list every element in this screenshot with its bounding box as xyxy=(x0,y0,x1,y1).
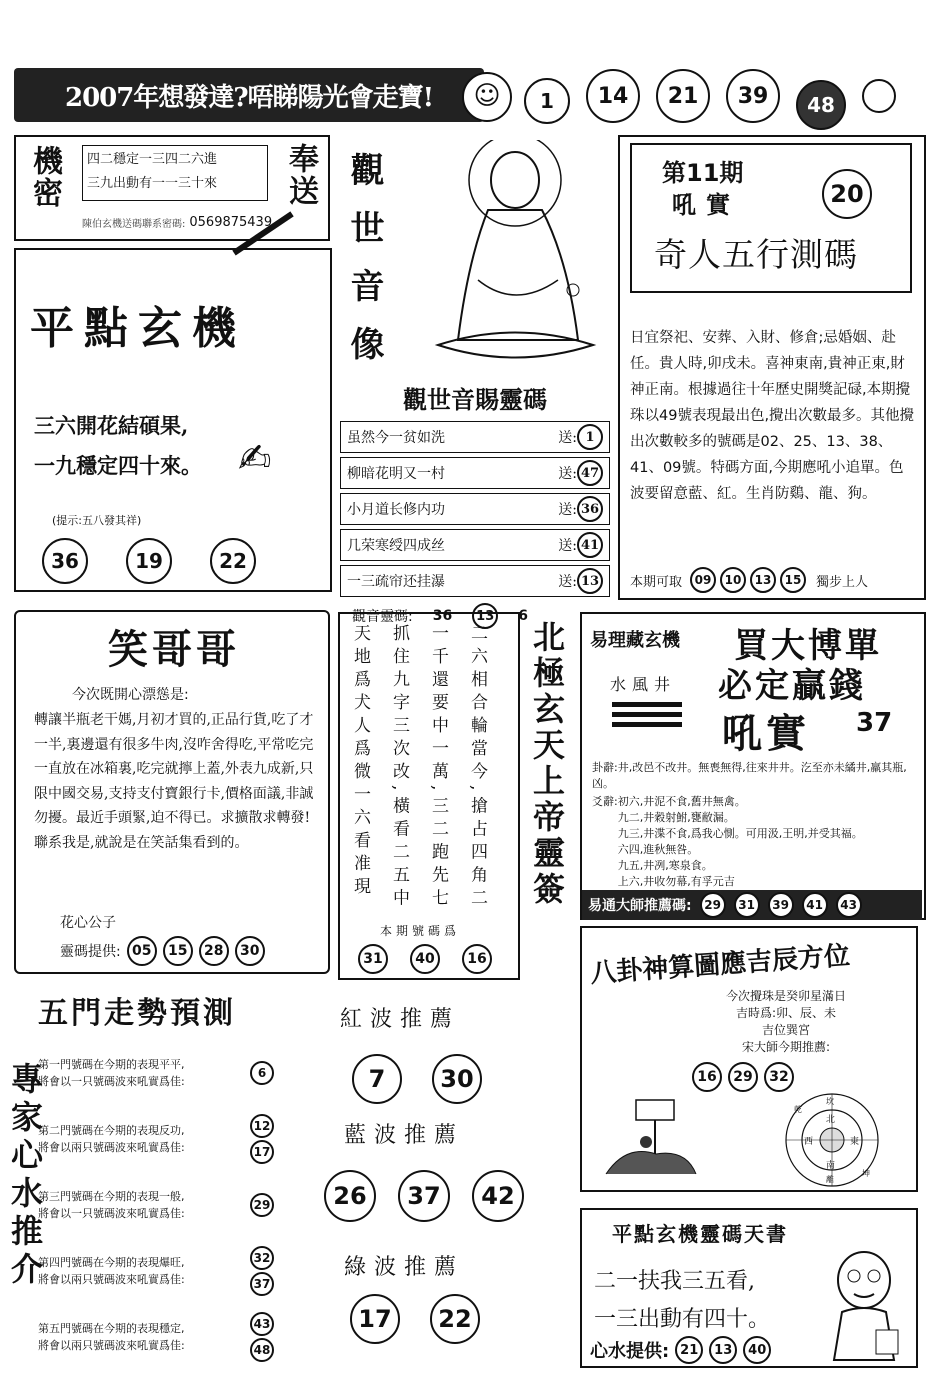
yili-slogan1: 買大博單 xyxy=(734,626,882,666)
lingma-row-num: 41 xyxy=(577,532,603,558)
wheel-label: 坎 xyxy=(826,1097,834,1106)
xiaogege-provide-label: 靈碼提供: xyxy=(60,944,121,960)
qiren-footer-tail: 獨步上人 xyxy=(816,574,869,590)
poem-ball: 36 xyxy=(42,538,88,584)
lingma-panel xyxy=(340,380,610,625)
lingma-title: 觀世音賜靈碼 xyxy=(403,385,547,414)
blue-wave-label: 藍波推薦 xyxy=(344,1123,465,1148)
lingma-row-num: 36 xyxy=(577,496,603,522)
qiren-footer-ball: 13 xyxy=(750,567,776,593)
poem-grid-balls xyxy=(358,944,492,974)
qiren-issue: 第11期 xyxy=(662,159,744,187)
blue-wave-ball: 42 xyxy=(472,1170,524,1222)
wumen-item-line1: 第二門號碼在今期的表現反功, xyxy=(38,1124,185,1137)
qiren-title: 奇人五行測碼 xyxy=(654,235,858,274)
wumen-item xyxy=(38,1040,274,1106)
qiren-hou-num: 20 xyxy=(822,169,872,219)
banner-balls xyxy=(524,60,924,132)
poem-col: 一千還要中一萬,三二跑先七 xyxy=(428,624,448,912)
lingma-row-text: 柳暗花明又一村 xyxy=(347,466,445,482)
poem-grid-columns xyxy=(348,624,490,924)
qiren-body: 日宜祭祀、安葬、入財、修倉;忌婚姻、赴任。貴人時,卯戌未。喜神東南,貴神正東,財神正南。根據過往十年歷史開獎記碌,本期攪珠以49號表現最出色,攪出次數最多。其他攪出次數較多的號碼是02、25、13、38、41、09號。特碼方面,今期應吼小追單。色波要留意藍、紅。生肖防鷄、龍、狗。 xyxy=(630,330,915,502)
yili-master-strip xyxy=(582,890,922,920)
smiley-icon: ☺ xyxy=(462,72,512,122)
yili-master-ball: 41 xyxy=(802,892,828,918)
lingma-row xyxy=(340,529,610,561)
yili-yao-ci-line: 上六,井收勿幕,有孚元吉 xyxy=(617,875,735,888)
qiren-box xyxy=(618,135,926,600)
poem-col: 天地爲犬人爲微一六看准現 xyxy=(350,624,370,900)
poem-ball: 22 xyxy=(210,538,256,584)
red-wave-balls xyxy=(352,1054,482,1104)
yili-slogan2: 必定贏錢 xyxy=(718,666,866,706)
wumen-item xyxy=(38,1172,274,1238)
lingma-row-send: 送: xyxy=(558,538,577,554)
poem-grid-ball: 40 xyxy=(410,944,440,974)
lingma-bottom-ball: 13 xyxy=(709,1336,737,1364)
yili-yao-ci-line: 九五,井冽,寒泉食。 xyxy=(617,859,713,872)
yili-gua-name: 水風井 xyxy=(610,675,677,694)
wheel-label: 乾 xyxy=(794,1105,802,1114)
jimi-contact-label: 陳伯玄機送碼聯系密碼: xyxy=(82,219,186,230)
top-banner xyxy=(14,60,926,132)
yili-yao-ci-label: 爻辭: xyxy=(592,795,618,808)
yili-yao-ci-line: 九二,井穀射鮒,甕敝漏。 xyxy=(617,811,735,824)
bagua-line4: 宋大師今期推薦: xyxy=(741,1040,831,1054)
banner-ball: 1 xyxy=(524,78,570,124)
wumen-num: 37 xyxy=(250,1272,274,1296)
xiaogege-num: 15 xyxy=(163,936,193,966)
lingma-footer-label: 觀音靈碼: xyxy=(352,609,413,625)
banner-ball: 48 xyxy=(796,80,846,130)
wumen-item-line1: 第五門號碼在今期的表現穩定, xyxy=(38,1322,185,1335)
xiaogege-num: 30 xyxy=(235,936,265,966)
bagua-line1: 今次攪珠是癸卯星滿日 xyxy=(725,989,846,1003)
wumen-num: 29 xyxy=(250,1193,274,1217)
red-wave-label: 紅波推薦 xyxy=(340,1007,461,1032)
yili-yao-ci-block xyxy=(592,794,912,890)
bagua-line2: 吉時爲:卯、辰、未 xyxy=(735,1006,837,1020)
jimi-text-frame xyxy=(82,145,268,201)
lingma-row-num: 47 xyxy=(577,460,603,486)
bagua-info xyxy=(676,988,896,1056)
wumen-num: 48 xyxy=(250,1338,274,1362)
yili-master-label: 易通大師推薦碼: xyxy=(588,898,692,914)
lingma-row-num: 13 xyxy=(577,568,603,594)
bagua-wheel-icon xyxy=(776,1090,888,1190)
yili-box xyxy=(580,612,926,920)
wumen-item xyxy=(38,1304,274,1370)
wumen-item-line2: 將會以一只號碼波來吼實爲佳: xyxy=(38,1207,185,1220)
lingma-bottom-provide xyxy=(590,1336,771,1364)
jimi-contact xyxy=(82,215,272,230)
lingma-row-text: 几荣寒绶四成丝 xyxy=(347,538,445,554)
lingma-bottom-ball: 21 xyxy=(675,1336,703,1364)
qiren-footer-ball: 15 xyxy=(780,567,806,593)
lingma-row xyxy=(340,493,610,525)
lingma-bottom-title: 平點玄機靈碼天書 xyxy=(612,1222,788,1246)
green-wave-ball: 22 xyxy=(430,1294,480,1344)
poem-line1: 三六開花結碩果, xyxy=(34,413,189,438)
lingma-row-send: 送: xyxy=(558,502,577,518)
lingma-row-send: 送: xyxy=(558,430,577,446)
old-man-cartoon-icon xyxy=(818,1250,910,1362)
jimi-line1: 四二穩定一三四二六進 xyxy=(87,152,218,167)
banner-ball: 21 xyxy=(656,69,710,123)
banner-ball: 39 xyxy=(726,69,780,123)
red-wave-ball: 7 xyxy=(352,1054,402,1104)
poem-line2: 一九穩定四十來。 xyxy=(34,453,202,478)
xiaogege-lead: 今次既開心漂慫是: xyxy=(72,687,189,703)
qiren-footer xyxy=(630,567,868,593)
lingma-footer-num: 36 xyxy=(432,608,453,624)
bagua-ball: 32 xyxy=(764,1062,794,1092)
poem-grid-ball: 31 xyxy=(358,944,388,974)
bagua-ball: 16 xyxy=(692,1062,722,1092)
yili-master-ball: 31 xyxy=(734,892,760,918)
lingma-bottom-provide-label: 心水提供: xyxy=(590,1341,670,1362)
wumen-item-line2: 將會以一只號碼波來吼實爲佳: xyxy=(38,1075,185,1088)
banner-empty-ring xyxy=(862,79,896,113)
lingma-bottom-line2: 一三出動有四十。 xyxy=(594,1307,771,1332)
banner-title-strip xyxy=(14,68,484,122)
wheel-label: 坤 xyxy=(862,1169,870,1178)
wumen-num: 17 xyxy=(250,1140,274,1164)
bagua-line3: 吉位巽宮 xyxy=(761,1023,810,1037)
wheel-label: 南 xyxy=(826,1161,836,1171)
blue-wave-balls xyxy=(324,1170,524,1222)
lingma-row-send: 送: xyxy=(558,574,577,590)
wumen-item-line2: 將會以兩只號碼波來吼實爲佳: xyxy=(38,1339,185,1352)
bagua-box xyxy=(580,926,918,1192)
rider-figure-icon xyxy=(596,1094,706,1184)
lingma-footer-num: 13 xyxy=(472,603,498,629)
lingma-row xyxy=(340,421,610,453)
gua-symbol-icon xyxy=(612,702,682,742)
poem-col: 抓住九字三次改,橫看二五中 xyxy=(389,624,409,912)
xiaogege-num: 05 xyxy=(127,936,157,966)
wumen-list xyxy=(38,1040,274,1370)
wumen-num: 43 xyxy=(250,1312,274,1336)
qiren-hou-label: 吼實 xyxy=(672,191,740,219)
poem-grid-box xyxy=(338,612,520,980)
wumen-item-line1: 第三門號碼在今期的表現一般, xyxy=(38,1190,185,1203)
qiren-footer-label: 本期可取 xyxy=(630,574,683,590)
yili-master-ball: 39 xyxy=(768,892,794,918)
poem-hint: (提示:五八發其祥) xyxy=(52,514,142,527)
brush-title: 平點玄機 xyxy=(30,303,246,354)
beiji-vertical-title: 北極玄天上帝靈簽 xyxy=(528,620,566,908)
yili-label: 易理藏玄機 xyxy=(590,630,680,651)
wumen-item-line2: 將會以兩只號碼波來吼實爲佳: xyxy=(38,1141,185,1154)
jimi-right-label: 奉送 xyxy=(283,143,318,207)
lingma-row-num: 1 xyxy=(577,424,603,450)
green-wave-balls xyxy=(350,1294,480,1344)
poem-grid-footer: 本期號碼爲 xyxy=(380,924,461,938)
poem-col: 二六相合輪當今,搶占四角二 xyxy=(467,624,487,912)
jimi-box xyxy=(14,135,330,241)
yili-hou-label: 吼實 xyxy=(722,710,810,757)
bagua-title: 八卦神算圖應吉辰方位 xyxy=(589,940,851,990)
lingma-bottom-line1: 二一扶我三五看, xyxy=(594,1269,755,1294)
xiaogege-box xyxy=(14,610,330,974)
banner-ball: 14 xyxy=(586,69,640,123)
yili-gua-ci: 卦辭:井,改邑不改井。無喪無得,往來井井。汔至亦未繘井,羸其瓶,凶。 xyxy=(592,761,907,790)
yili-master-ball: 43 xyxy=(836,892,862,918)
jimi-left-label: 機密 xyxy=(27,145,62,209)
lingma-row-text: 虽然今一贫如洗 xyxy=(347,430,445,446)
wumen-num: 32 xyxy=(250,1246,274,1270)
xiaogege-body: 轉讓半瓶老干媽,月初才買的,正品行貨,吃了才一半,裏邊還有很多牛肉,沒咋舍得吃,平常吃完一直放在冰箱裏,吃完就擰上蓋,外表九成新,只限中國交易,支持支付寶銀行卡,價格面議,非誠勿擾。最近手頭緊,迫不得已。求擴散求轉發!聯系我是,就說是在笑話集看到的。 xyxy=(34,712,314,851)
yili-yao-ci-line: 六四,進秋無咎。 xyxy=(617,843,699,856)
left-poem-box xyxy=(14,248,332,592)
blue-wave-ball: 37 xyxy=(398,1170,450,1222)
wheel-label: 西 xyxy=(804,1137,814,1147)
green-wave-label: 綠波推薦 xyxy=(344,1255,465,1280)
xiaogege-provide xyxy=(60,936,265,966)
lingma-footer-num: 6 xyxy=(518,608,528,624)
wumen-item xyxy=(38,1238,274,1304)
poem-balls xyxy=(42,538,256,584)
wumen-item-line1: 第一門號碼在今期的表現平平, xyxy=(38,1058,185,1071)
banner-title: 2007年想發達?唔睇陽光會走寶! xyxy=(64,82,433,113)
jimi-phone: 0569875439 xyxy=(189,215,273,230)
xiaogege-num: 28 xyxy=(199,936,229,966)
yili-yao-ci-line: 初六,井泥不食,舊井無禽。 xyxy=(617,795,746,808)
xiaogege-signer: 花心公子 xyxy=(60,915,116,931)
lingma-bottom-ball: 40 xyxy=(743,1336,771,1364)
poem-ball: 19 xyxy=(126,538,172,584)
qiren-header-frame xyxy=(630,143,912,293)
green-wave-ball: 17 xyxy=(350,1294,400,1344)
bagua-balls xyxy=(692,1062,794,1092)
jimi-line2: 三九出動有一一三十來 xyxy=(87,176,218,191)
wheel-label: 東 xyxy=(850,1137,860,1147)
wumen-side-text: 專家心水推介 xyxy=(6,1062,44,1290)
wumen-title: 五門走勢預測 xyxy=(38,996,236,1031)
qiren-footer-ball: 09 xyxy=(690,567,716,593)
guanyin-vertical-title: 觀世音像 xyxy=(344,152,384,384)
lingma-bottom-box xyxy=(580,1208,918,1368)
poem-grid-ball: 16 xyxy=(462,944,492,974)
guanyin-figure-icon xyxy=(418,140,612,370)
xiaogege-title: 笑哥哥 xyxy=(108,626,240,673)
wumen-item xyxy=(38,1106,274,1172)
signature-mark: ✍ xyxy=(238,436,272,482)
wheel-label: 離 xyxy=(826,1175,834,1184)
qiren-footer-ball: 10 xyxy=(720,567,746,593)
wumen-num: 12 xyxy=(250,1114,274,1138)
lingma-row xyxy=(340,565,610,597)
red-wave-ball: 30 xyxy=(432,1054,482,1104)
lingma-row-text: 小月道长修内功 xyxy=(347,502,445,518)
lingma-row-text: 一三疏帘还挂瀑 xyxy=(347,574,445,590)
yili-yao-ci-line: 九三,井渫不食,爲我心惻。可用汲,王明,并受其福。 xyxy=(617,827,863,840)
bagua-ball: 29 xyxy=(728,1062,758,1092)
wheel-label: 北 xyxy=(826,1115,836,1125)
lingma-row-send: 送: xyxy=(558,466,577,482)
yili-master-ball: 29 xyxy=(700,892,726,918)
lingma-row xyxy=(340,457,610,489)
blue-wave-ball: 26 xyxy=(324,1170,376,1222)
yili-hou-num: 37 xyxy=(856,708,893,738)
wumen-item-line1: 第四門號碼在今期的表現爆旺, xyxy=(38,1256,185,1269)
wumen-num: 6 xyxy=(250,1061,274,1085)
wumen-item-line2: 將會以兩只號碼波來吼實爲佳: xyxy=(38,1273,185,1286)
